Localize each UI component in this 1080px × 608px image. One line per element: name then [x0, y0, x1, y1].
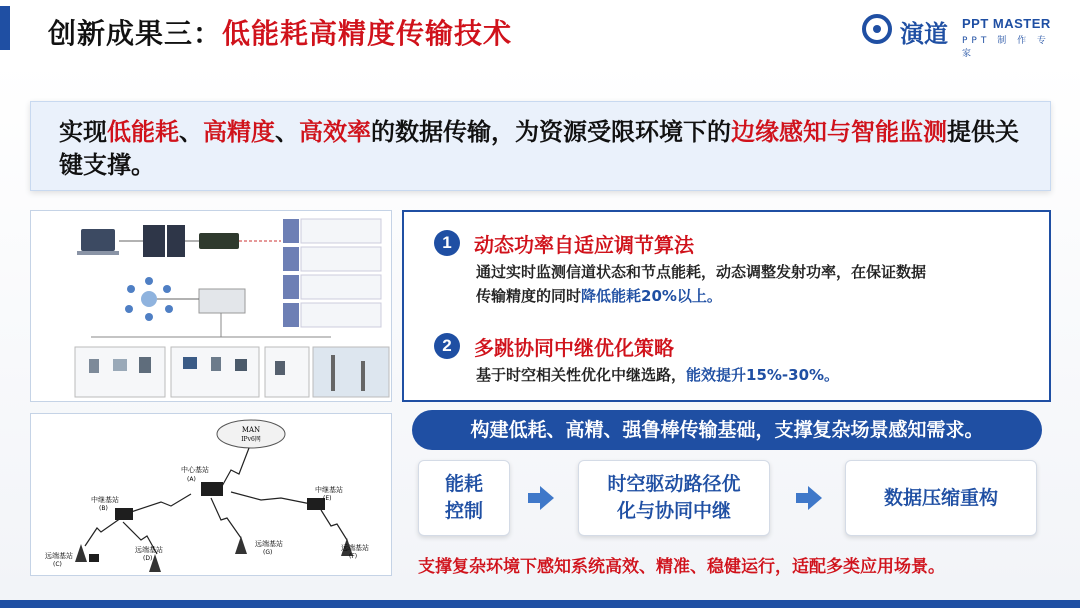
flow-arrow-icon — [808, 486, 822, 510]
header-accent-bar — [0, 6, 10, 50]
algorithm-1-description — [476, 260, 1036, 308]
remote-c-code: (C) — [53, 561, 62, 568]
remote-d-code: (D) — [143, 555, 153, 562]
cloud-label-line2: IPv6网 — [241, 436, 261, 443]
statement-text: 、 — [275, 118, 299, 146]
algorithm-1-number-badge: 1 — [434, 230, 460, 256]
algorithm-2-desc-highlight: 能效提升15%-30%。 — [686, 366, 840, 384]
summary-banner: 构建低耗、高精、强鲁棒传输基础，支撑复杂场景感知需求。 — [412, 410, 1042, 450]
algorithm-1-desc-line2 — [476, 284, 1036, 308]
algorithm-1-title: 动态功率自适应调节算法 — [474, 233, 694, 257]
statement-highlight: 高效率 — [299, 118, 371, 146]
logo-en-text: PPT MASTER — [962, 16, 1051, 31]
slide-header — [0, 0, 1080, 58]
statement-text: 提供关键支撑。 — [59, 118, 1019, 179]
flow-step-1-line2: 控制 — [444, 500, 483, 522]
flow-step-data-compression — [845, 460, 1037, 536]
network-topology-diagram — [31, 414, 393, 577]
remote-g-label: 远端基站 — [255, 540, 283, 548]
relay-e-code: (E) — [323, 495, 332, 502]
flow-step-path-optimization — [578, 460, 770, 536]
brand-logo — [862, 10, 1052, 59]
statement-text: 实现 — [59, 118, 107, 146]
flow-step-energy-control — [418, 460, 510, 536]
key-statement-box — [30, 101, 1051, 191]
statement-highlight: 边缘感知与智能监测 — [731, 118, 947, 146]
cloud-label-line1: MAN — [241, 426, 261, 434]
algorithm-1-desc-text: 传输精度的同时 — [476, 287, 582, 305]
logo-cn-text: 演道 — [900, 20, 948, 48]
algorithm-1-desc-line1: 通过实时监测信道状态和节点能耗，动态调整发射功率，在保证数据 — [476, 263, 927, 281]
flow-step-2-line2: 化与协同中继 — [616, 500, 731, 522]
statement-text: 、 — [179, 118, 203, 146]
key-statement — [59, 116, 1039, 182]
remote-g-code: (G) — [263, 549, 273, 556]
relay-b-code: (B) — [99, 505, 108, 512]
title-prefix: 创新成果三： — [48, 17, 223, 50]
flow-step-2-line1: 时空驱动路径优 — [607, 473, 741, 495]
system-architecture-image — [30, 210, 392, 402]
flow-step-3-line1: 数据压缩重构 — [883, 486, 998, 509]
title-highlight: 低能耗高精度传输技术 — [222, 17, 513, 50]
bottom-bar — [0, 600, 1080, 608]
center-station-code: (A) — [187, 476, 196, 483]
flow-step-1-line1: 能耗 — [444, 473, 483, 495]
remote-c-label: 远端基站 — [45, 552, 73, 560]
algorithm-1-desc-highlight: 降低能耗20%以上。 — [581, 287, 722, 305]
logo-mark-icon — [862, 14, 892, 44]
remote-f-code: (F) — [349, 553, 358, 560]
footer-note: 支撑复杂环境下感知系统高效、精准、稳健运行，适配多类应用场景。 — [418, 557, 945, 577]
algorithm-2-desc-text: 基于时空相关性优化中继选路， — [476, 366, 687, 384]
statement-text: 的数据传输，为资源受限环境下的 — [371, 118, 731, 146]
statement-highlight: 低能耗 — [107, 118, 179, 146]
architecture-diagram-illustration — [31, 211, 393, 403]
algorithm-2-description — [476, 363, 1036, 387]
logo-sub-text: PPT 制 作 专 家 — [962, 36, 1050, 59]
center-station-label: 中心基站 — [181, 466, 209, 474]
relay-e-label: 中继基站 — [315, 486, 343, 494]
page-title — [48, 12, 512, 52]
remote-d-label: 远端基站 — [135, 546, 163, 554]
algorithms-box — [402, 210, 1051, 402]
remote-f-label: 远端基站 — [341, 544, 369, 552]
statement-highlight: 高精度 — [203, 118, 275, 146]
relay-b-label: 中继基站 — [91, 496, 119, 504]
algorithm-2-number-badge: 2 — [434, 333, 460, 359]
algorithm-2-title: 多跳协同中继优化策略 — [474, 336, 674, 360]
network-topology-image — [30, 413, 392, 576]
flow-arrow-icon — [540, 486, 554, 510]
